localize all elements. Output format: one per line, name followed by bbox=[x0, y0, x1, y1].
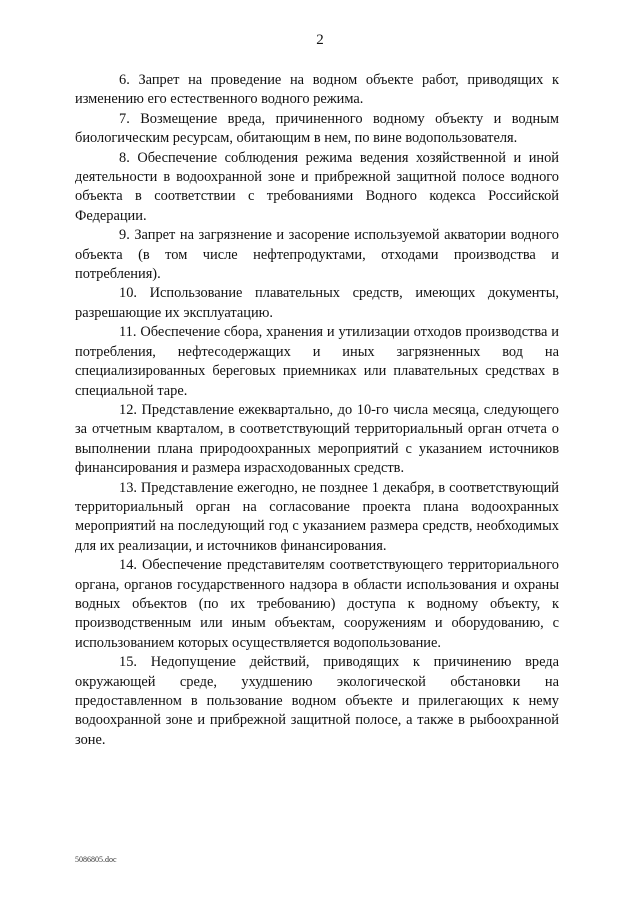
paragraph-15: 15. Недопущение действий, приводящих к причинению вреда окружающей среде, ухудшению экологической обстановки на предоставленном в пользование водном объекте и прилегающих к нему водоохранной зоне и прибрежной защитной полосе, а также в рыбоохранной зоне. bbox=[75, 654, 559, 748]
document-body bbox=[75, 71, 559, 750]
paragraph-10: 10. Использование плавательных средств, имеющих документы, разрешающие их эксплуатацию. bbox=[75, 285, 559, 321]
paragraph-14: 14. Обеспечение представителям соответствующего территориального органа, органов государственного надзора в области использования и охраны водных объектов (по их требованию) доступа к водному объекту, к производственным или иным объектам, сооружениям и оборудованию, с использованием которых осуществляется водопользование. bbox=[75, 557, 559, 651]
paragraph-7: 7. Возмещение вреда, причиненного водному объекту и водным биологическим ресурсам, обитающим в нем, по вине водопользователя. bbox=[75, 110, 559, 147]
paragraph-8: 8. Обеспечение соблюдения режима ведения хозяйственной и иной деятельности в водоохранной зоне и прибрежной защитной полосе водного объекта в соответствии с требованиями Водного кодекса Российской Федерации. bbox=[75, 149, 559, 224]
paragraph-12: 12. Представление ежеквартально, до 10-го числа месяца, следующего за отчетным кварталом, в соответствующий территориальный орган отчета о выполнении плана природоохранных мероприятий с указанием источников финансирования и размера израсходованных средств. bbox=[75, 401, 559, 477]
paragraph-11: 11. Обеспечение сбора, хранения и утилизации отходов производства и потребления, нефтесодержащих и иных загрязненных вод на специализированных береговых приемниках или плавательных средствах в специальной таре. bbox=[75, 324, 559, 399]
document-filename: 5086805.doc bbox=[75, 855, 117, 864]
paragraph-13: 13. Представление ежегодно, не позднее 1 декабря, в соответствующий территориальный орган на согласование проекта плана водоохранных мероприятий на последующий год с указанием размера средств, необходимых для их реализации, и источников финансирования. bbox=[75, 479, 559, 554]
paragraph-9: 9. Запрет на загрязнение и засорение используемой акватории водного объекта (в том числе нефтепродуктами, отходами производства и потребления). bbox=[75, 227, 559, 283]
page-number: 2 bbox=[316, 32, 324, 48]
paragraph-6: 6. Запрет на проведение на водном объекте работ, приводящих к изменению его естественного водного режима. bbox=[75, 72, 559, 108]
